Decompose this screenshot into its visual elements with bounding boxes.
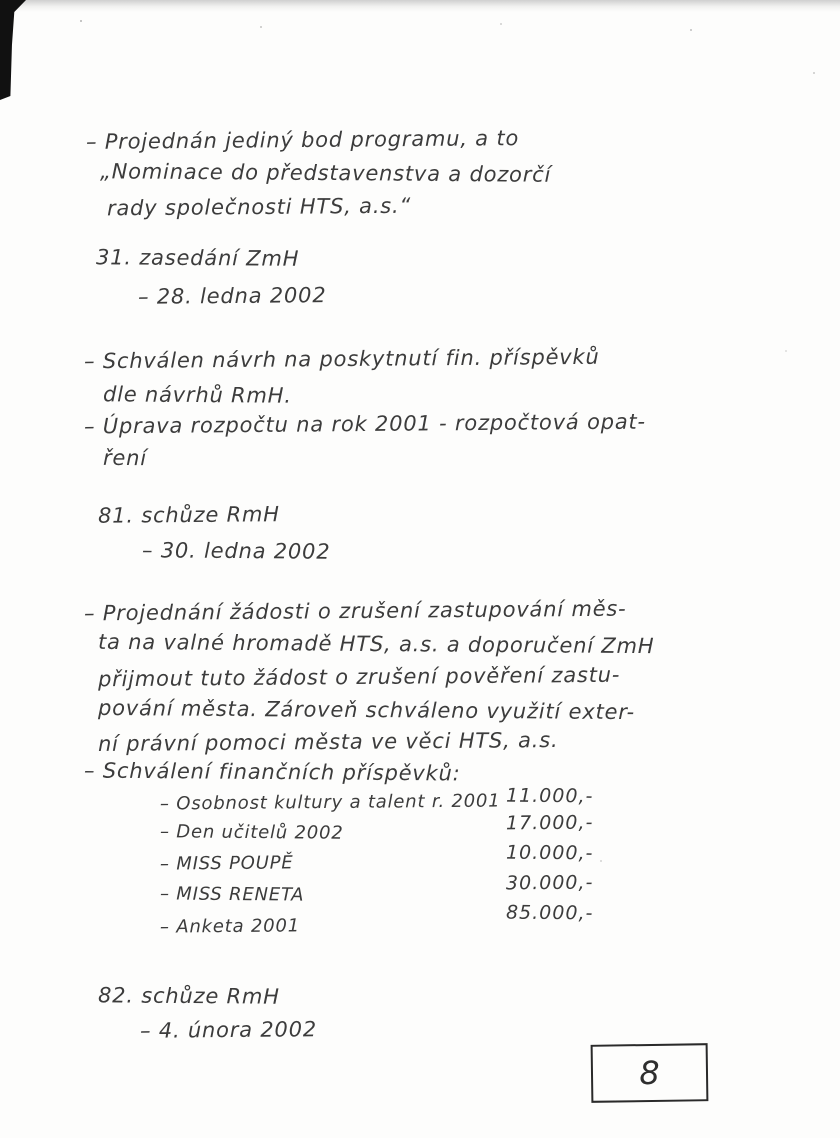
meeting-81-date: – 30. ledna 2002 [141, 538, 331, 564]
approvals-line-3: – Úprava rozpočtu na rok 2001 - rozpočtová opat- [83, 409, 646, 439]
scan-artifact-top-edge [0, 0, 840, 12]
contribution-item-amount: 11.000,- [505, 784, 594, 808]
approvals-line-2: dle návrhů RmH. [102, 382, 292, 408]
agenda-line-3: rady společnosti HTS, a.s.“ [106, 193, 412, 221]
agenda-line-2: „Nominace do představenstva a dozorčí [99, 159, 552, 187]
scan-artifact-corner-blot [0, 0, 26, 100]
session-31-date: – 28. ledna 2002 [137, 283, 327, 309]
approvals-line-1: – Schválen návrh na poskytnutí fin. příspěvků [83, 344, 600, 374]
contribution-item-label: – Osobnost kultury a talent r. 2001 [159, 790, 501, 815]
contribution-item-label: – Anketa 2001 [159, 915, 301, 938]
page-number-box [591, 1043, 709, 1103]
approvals-line-4: ření [102, 445, 148, 471]
contribution-item-label: – MISS RENETA [159, 883, 305, 906]
representation-line-3: přijmout tuto žádost o zrušení pověření zastu- [97, 662, 621, 692]
contribution-item-amount: 30.000,- [505, 871, 594, 895]
scan-noise-specks [80, 20, 82, 22]
meeting-82-date: – 4. února 2002 [139, 1017, 318, 1043]
representation-line-4: pování města. Zároveň schváleno využití exter- [97, 695, 636, 725]
contribution-item-amount: 17.000,- [505, 811, 594, 835]
representation-line-2: ta na valné hromadě HTS, a.s. a doporučení ZmH [97, 629, 655, 659]
session-31-title: 31. zasedání ZmH [95, 245, 300, 271]
page-number: 8 [639, 1053, 660, 1093]
representation-line-5: ní právní pomoci města ve věci HTS, a.s. [97, 727, 559, 757]
contribution-item-label: – MISS POUPĚ [159, 852, 294, 875]
contribution-item-label: – Den učitelů 2002 [159, 821, 344, 844]
contributions-heading: – Schválení finančních příspěvků: [83, 758, 461, 786]
meeting-82-title: 82. schůze RmH [97, 983, 280, 1009]
contribution-item-amount: 10.000,- [505, 841, 594, 865]
meeting-81-title: 81. schůze RmH [97, 502, 280, 528]
contribution-item-amount: 85.000,- [505, 901, 594, 925]
representation-line-1: – Projednání žádosti o zrušení zastupování měs- [83, 596, 627, 626]
agenda-line-1: – Projednán jediný bod programu, a to [85, 126, 520, 154]
